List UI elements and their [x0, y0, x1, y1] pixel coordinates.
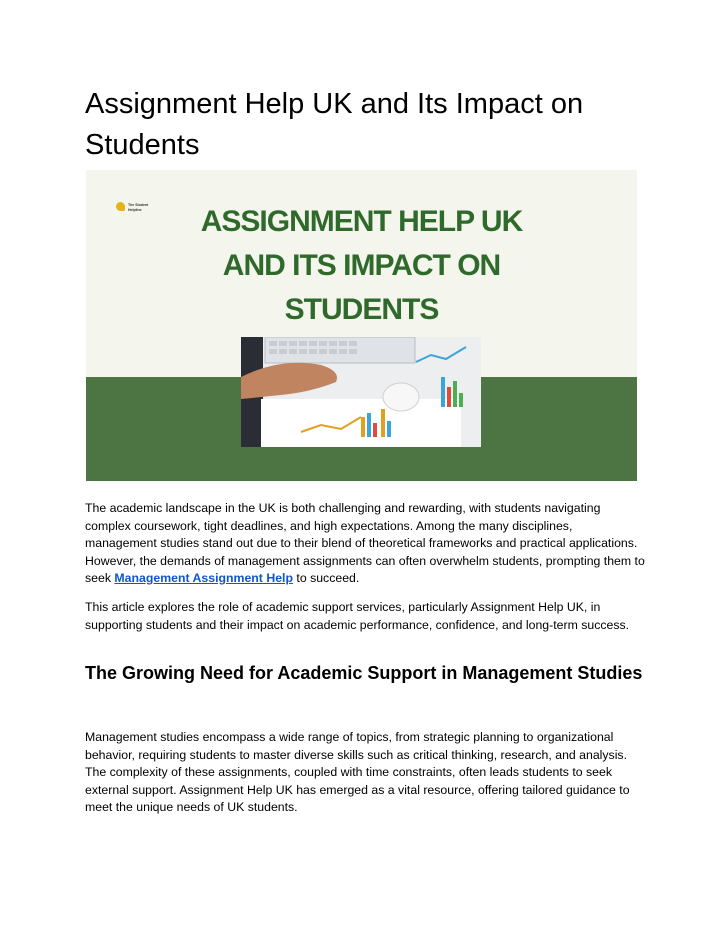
- document-title: Assignment Help UK and Its Impact on Students: [85, 88, 584, 161]
- intro-paragraph: [85, 500, 645, 588]
- hero-heading-line: STUDENTS: [284, 293, 439, 326]
- article-scope-paragraph: This article explores the role of academic support services, particularly Assignment Help UK, in supporting students and their impact on academic performance, confidence, and long-term success.: [85, 600, 630, 632]
- management-assignment-help-link[interactable]: Management Assignment Help: [114, 571, 293, 585]
- hero-heading-line: AND ITS IMPACT ON: [222, 249, 501, 282]
- paragraph-text: to succeed.: [292, 571, 360, 585]
- section-heading: The Growing Need for Academic Support in Management Studies: [85, 663, 643, 683]
- section-paragraph: Management studies encompass a wide range of topics, from strategic planning to organizational behavior, requiring students to master diverse skills such as critical thinking, research, and analysis. The complexity of these assignments, coupled with time constraints, often leads students to seek external support. Assignment Help UK has emerged as a vital resource, offering tailored guidance to meet the unique needs of UK students.: [85, 730, 630, 814]
- hero-heading-line: ASSIGNMENT HELP UK: [200, 205, 523, 238]
- paragraph-text: The academic landscape in the UK is both challenging and rewarding, with students navigating complex coursework, tight deadlines, and high expectations. Among the many disciplines, management studies stand out due to their blend of theoretical frameworks and practical applications. However, the demands of management assignments can often overwhelm students, prompting them to seek: [85, 501, 645, 585]
- hero-heading: [86, 200, 637, 332]
- hero-banner-image: [86, 170, 637, 481]
- logo-text: The Student Helpline: [128, 203, 149, 212]
- keyboard-charts-photo: [241, 337, 481, 447]
